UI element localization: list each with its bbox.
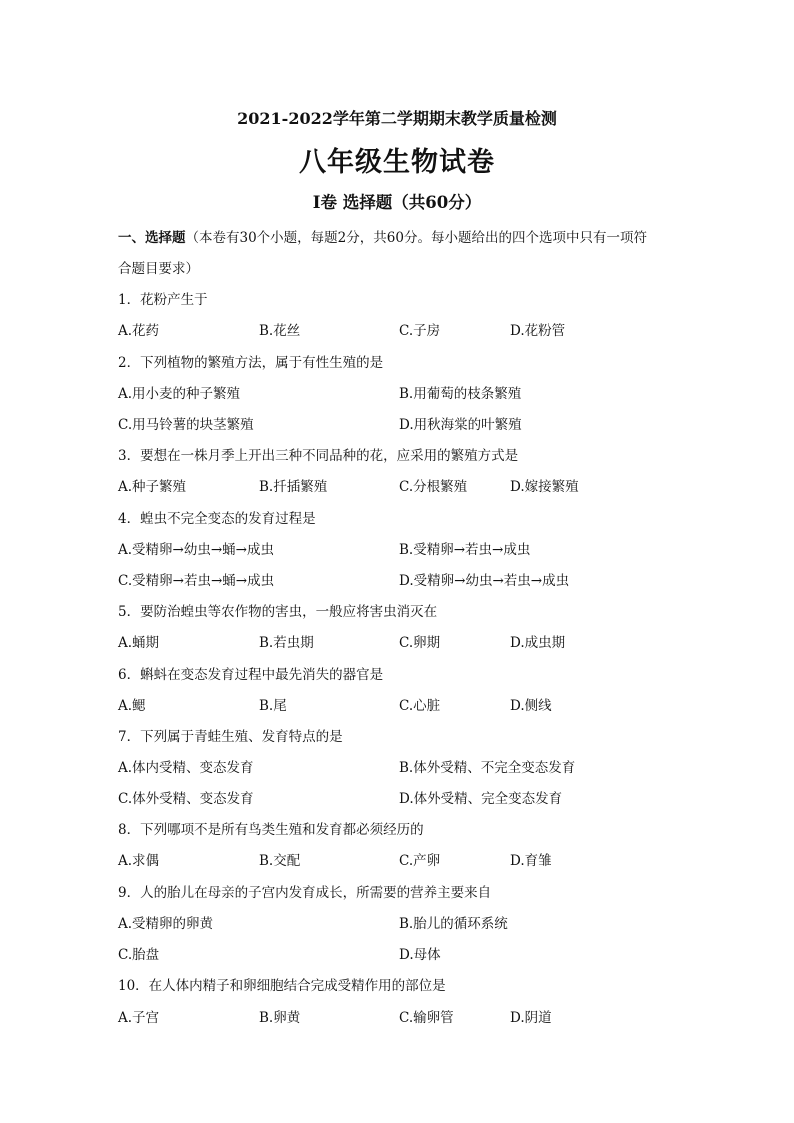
option: B.体外受精、不完全变态发育 <box>399 760 576 776</box>
question-stem: 3．要想在一株月季上开出三种不同品种的花，应采用的繁殖方式是 <box>118 448 519 464</box>
option: D.侧线 <box>510 698 552 714</box>
question-stem: 1．花粉产生于 <box>118 292 208 308</box>
option: A.种子繁殖 <box>118 479 187 495</box>
option: C.用马铃薯的块茎繁殖 <box>118 417 254 433</box>
option: D.体外受精、完全变态发育 <box>399 791 563 807</box>
option: D.嫁接繁殖 <box>510 479 579 495</box>
instructions-line-2: 合题目要求） <box>118 261 199 277</box>
question-stem: 8．下列哪项不是所有鸟类生殖和发育都必须经历的 <box>118 822 424 838</box>
option: D.育雏 <box>510 853 552 869</box>
option: C.心脏 <box>399 698 441 714</box>
option: D.花粉管 <box>510 323 566 339</box>
option: B.若虫期 <box>259 635 314 651</box>
question-stem: 4．蝗虫不完全变态的发育过程是 <box>118 511 316 527</box>
option: B.花丝 <box>259 323 301 339</box>
option: A.花药 <box>118 323 160 339</box>
question-stem: 6．蝌蚪在变态发育过程中最先消失的器官是 <box>118 667 384 683</box>
question-stem: 7．下列属于青蛙生殖、发育特点的是 <box>118 729 343 745</box>
option: A.用小麦的种子繁殖 <box>118 386 241 402</box>
question-stem: 10．在人体内精子和卵细胞结合完成受精作用的部位是 <box>118 978 446 994</box>
option: C.受精卵→若虫→蛹→成虫 <box>118 573 275 589</box>
question-stem: 2．下列植物的繁殖方法，属于有性生殖的是 <box>118 355 384 371</box>
option: C.胎盘 <box>118 947 160 963</box>
option: A.受精卵→幼虫→蛹→成虫 <box>118 542 274 558</box>
option: D.成虫期 <box>510 635 566 651</box>
section-heading: Ⅰ卷 选择题（共60分） <box>312 193 482 212</box>
exam-title: 八年级生物试卷 <box>299 147 495 178</box>
option: B.胎儿的循环系统 <box>399 916 508 932</box>
option: B.尾 <box>259 698 287 714</box>
option: C.产卵 <box>399 853 441 869</box>
option: C.输卵管 <box>399 1010 454 1026</box>
option: B.卵黄 <box>259 1010 301 1026</box>
option: A.蛹期 <box>118 635 160 651</box>
option: C.卵期 <box>399 635 441 651</box>
option: B.受精卵→若虫→成虫 <box>399 542 531 558</box>
instructions-text: （本卷有30个小题，每题2分，共60分。每小题给出的四个选项中只有一项符 <box>185 230 647 246</box>
option: A.体内受精、变态发育 <box>118 760 254 776</box>
option: C.分根繁殖 <box>399 479 468 495</box>
exam-subtitle: 2021-2022学年第二学期期末教学质量检测 <box>237 109 557 128</box>
option: B.扦插繁殖 <box>259 479 328 495</box>
option: B.交配 <box>259 853 301 869</box>
option: A.子宫 <box>118 1010 160 1026</box>
option: A.鳃 <box>118 698 146 714</box>
option: C.体外受精、变态发育 <box>118 791 254 807</box>
option: D.用秋海棠的叶繁殖 <box>399 417 522 433</box>
option: C.子房 <box>399 323 441 339</box>
option: A.求偶 <box>118 853 160 869</box>
option: A.受精卵的卵黄 <box>118 916 214 932</box>
option: D.受精卵→幼虫→若虫→成虫 <box>399 573 570 589</box>
option: B.用葡萄的枝条繁殖 <box>399 386 522 402</box>
option: D.阴道 <box>510 1010 552 1026</box>
instructions-line-1 <box>118 227 647 249</box>
option: D.母体 <box>399 947 441 963</box>
question-stem: 5．要防治蝗虫等农作物的害虫，一般应将害虫消灭在 <box>118 604 438 620</box>
question-stem: 9．人的胎儿在母亲的子宫内发育成长，所需要的营养主要来自 <box>118 885 492 901</box>
instructions-heading: 一、选择题 <box>118 230 186 246</box>
